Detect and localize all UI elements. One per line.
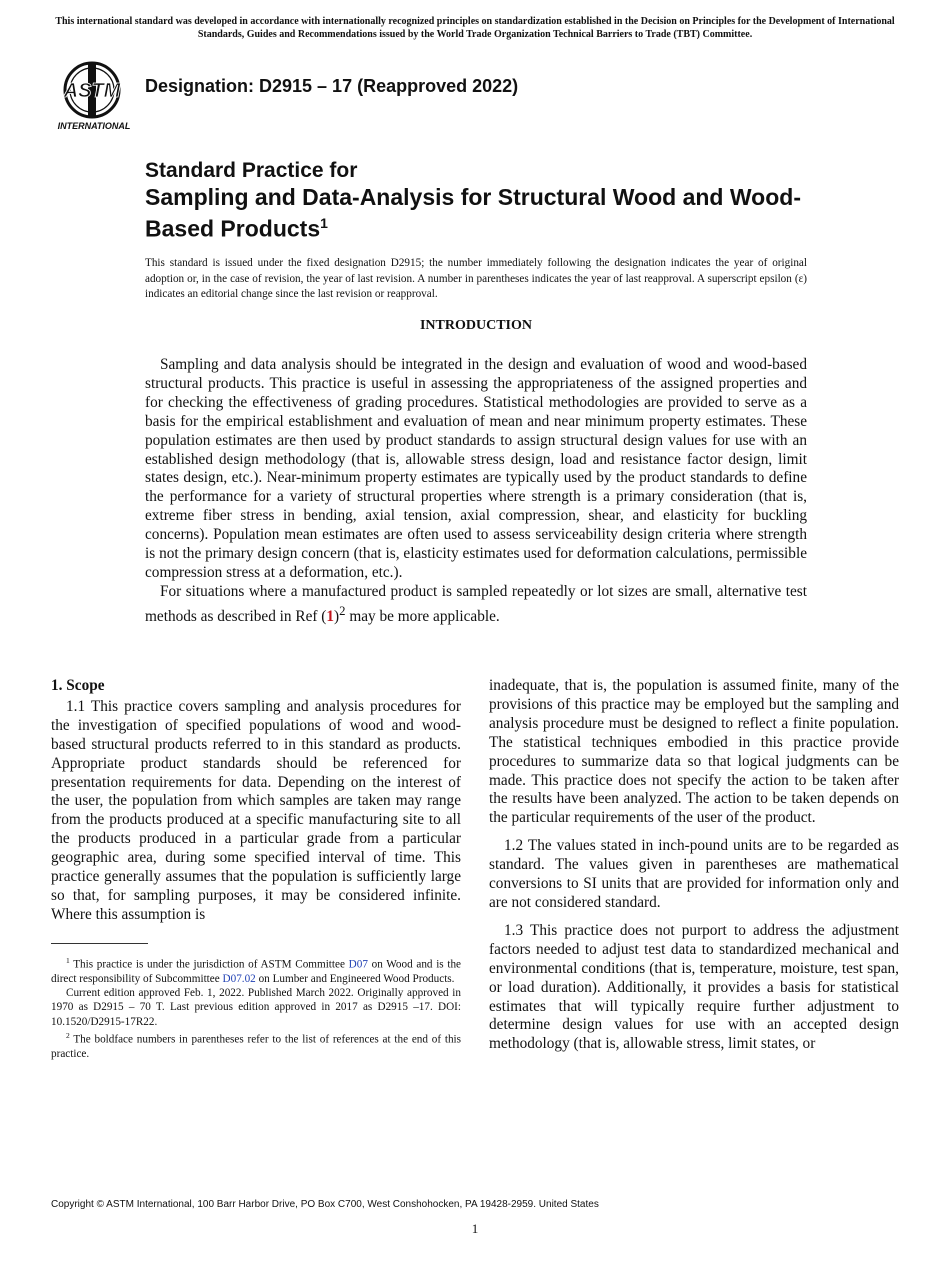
introduction-paragraph-1: Sampling and data analysis should be integrated in the design and evaluation of wood and wood-based structural products. This practice is useful in assessing the appropriateness of the assigned properties and for checking the effectiveness of grading procedures. Statistical methodologies are provided to serve as a basis for the empirical establishment and evaluation of mean and near minimum property estimates. These population estimates are then used by product standards to assign structural design values for use with an established design methodology (that is, allowable stress design, load and resistance factor design, limit states design, etc.). Near-minimum property estimates are typically used by the product standards to define the performance for a variety of structural properties where strength is a primary consideration (that is, extreme fiber stress in bending, axial tension, axial compression, shear, and elasticity for buckling concerns). Population mean estimates are often used to assess serviceability design criteria where strength is not the primary design concern (that is, elasticity estimates used for deformation calculations, permissible compression stress at a deformation, etc.). <box>145 356 807 581</box>
section-1-3: 1.3 This practice does not purport to address the adjustment factors needed to adjust test data to standardized mechanical and environmental conditions (that is, temperature, moisture, test span, or load duration). Additionally, it provides a basis for statistical estimates that will typically require further adjustment to determine design values for use with an accepted design methodology (that is, allowable stress, limit states, or <box>489 921 899 1053</box>
title-footnote-mark[interactable]: 1 <box>320 215 328 231</box>
copyright: Copyright © ASTM International, 100 Barr Harbor Drive, PO Box C700, West Conshohocken, PA 19428-2959. United States <box>51 1199 599 1210</box>
section-1-2: 1.2 The values stated in inch-pound units are to be regarded as standard. The values given in parentheses are mathematical conversions to SI units that are provided for information only and are not considered standard. <box>489 837 899 911</box>
title-line-1: Standard Practice for <box>145 159 358 182</box>
committee-link[interactable]: D07 <box>348 958 368 971</box>
introduction <box>145 356 807 627</box>
footnotes <box>51 954 461 1061</box>
scope-heading: 1. Scope <box>51 677 105 694</box>
page-number: 1 <box>471 1221 479 1236</box>
title-main <box>145 184 825 242</box>
section-1-1-continued: inadequate, that is, the population is assumed finite, many of the provisions of this practice may be employed but the sampling and analysis procedure must be designed to reflect a finite population. The statistical techniques embodied in this practice provide procedures to summarize data so that logical judgments can be made. This practice does not specify the action to be taken after the results have been analyzed. The action to be taken depends on the particular requirements of the user of the product. <box>489 677 899 827</box>
logo-wordmark: ASTM <box>63 80 121 102</box>
title-block <box>145 158 825 242</box>
right-column <box>489 677 899 1063</box>
astm-logo-icon <box>52 56 136 134</box>
designation: Designation: D2915 – 17 (Reapproved 2022) <box>145 76 519 96</box>
section-1-1: 1.1 This practice covers sampling and analysis procedures for the investigation of specified populations of wood and wood-based structural products referred to in this standard as products. Appropriate product standards should be referenced for presentation requirements for data. Depending on the interest of the user, the population from which samples are taken may range from the products produced at a specific manufacturing site to all the products produced in a particular grade from a particular geographic area, during some specified interval of time. This practice generally assumes that the population is sufficiently large so that, for sampling purposes, it may be considered infinite. Where this assumption is <box>51 697 461 923</box>
edition-note: Current edition approved Feb. 1, 2022. Published March 2022. Originally approved in 1970 as D2915 – 70 T. Last previous edition approved in 2017 as D2915 –17. DOI: 10.1520/D2915-17R22. <box>51 987 461 1028</box>
reference-link-1[interactable]: 1 <box>326 607 335 625</box>
footnote-1: $^1$ This practice is under the jurisdiction of ASTM Committee D07 on Wood and is the direct responsibility of Subcommittee D07.02 on Lumber and Engineered Wood Products. <box>51 956 461 985</box>
title-line-2: Sampling and Data-Analysis for Structural Wood and Wood-Based Products <box>145 184 801 242</box>
subcommittee-link[interactable]: D07.02 <box>222 972 256 985</box>
introduction-heading: INTRODUCTION <box>419 318 532 333</box>
footnote-2: $^2$ The boldface numbers in parentheses refer to the list of references at the end of this practice. <box>51 1030 461 1060</box>
footnote-divider <box>51 943 148 944</box>
left-column <box>51 677 461 925</box>
logo-subtext: INTERNATIONAL <box>57 121 131 131</box>
footnote-mark-2[interactable]: 2 <box>339 603 346 618</box>
introduction-paragraph-2: For situations where a manufactured product is sampled repeatedly or lot sizes are small, alternative test methods as described in Ref $(1)^2$ may be more applicable. <box>145 582 807 625</box>
top-notice: This international standard was developed in accordance with internationally recognized principles on standardization established in the Decision on Principles for the Development of International Standards, Guides and Recommendations issued by the World Trade Organization Technical Barriers to Trade (TBT) Committee. <box>55 16 895 40</box>
issue-note: This standard is issued under the fixed designation D2915; the number immediately following the designation indicates the year of original adoption or, in the case of revision, the year of last revision. A number in parentheses indicates the year of last reapproval. A superscript epsilon (ε) indicates an editorial change since the last revision or reapproval. <box>145 257 807 300</box>
